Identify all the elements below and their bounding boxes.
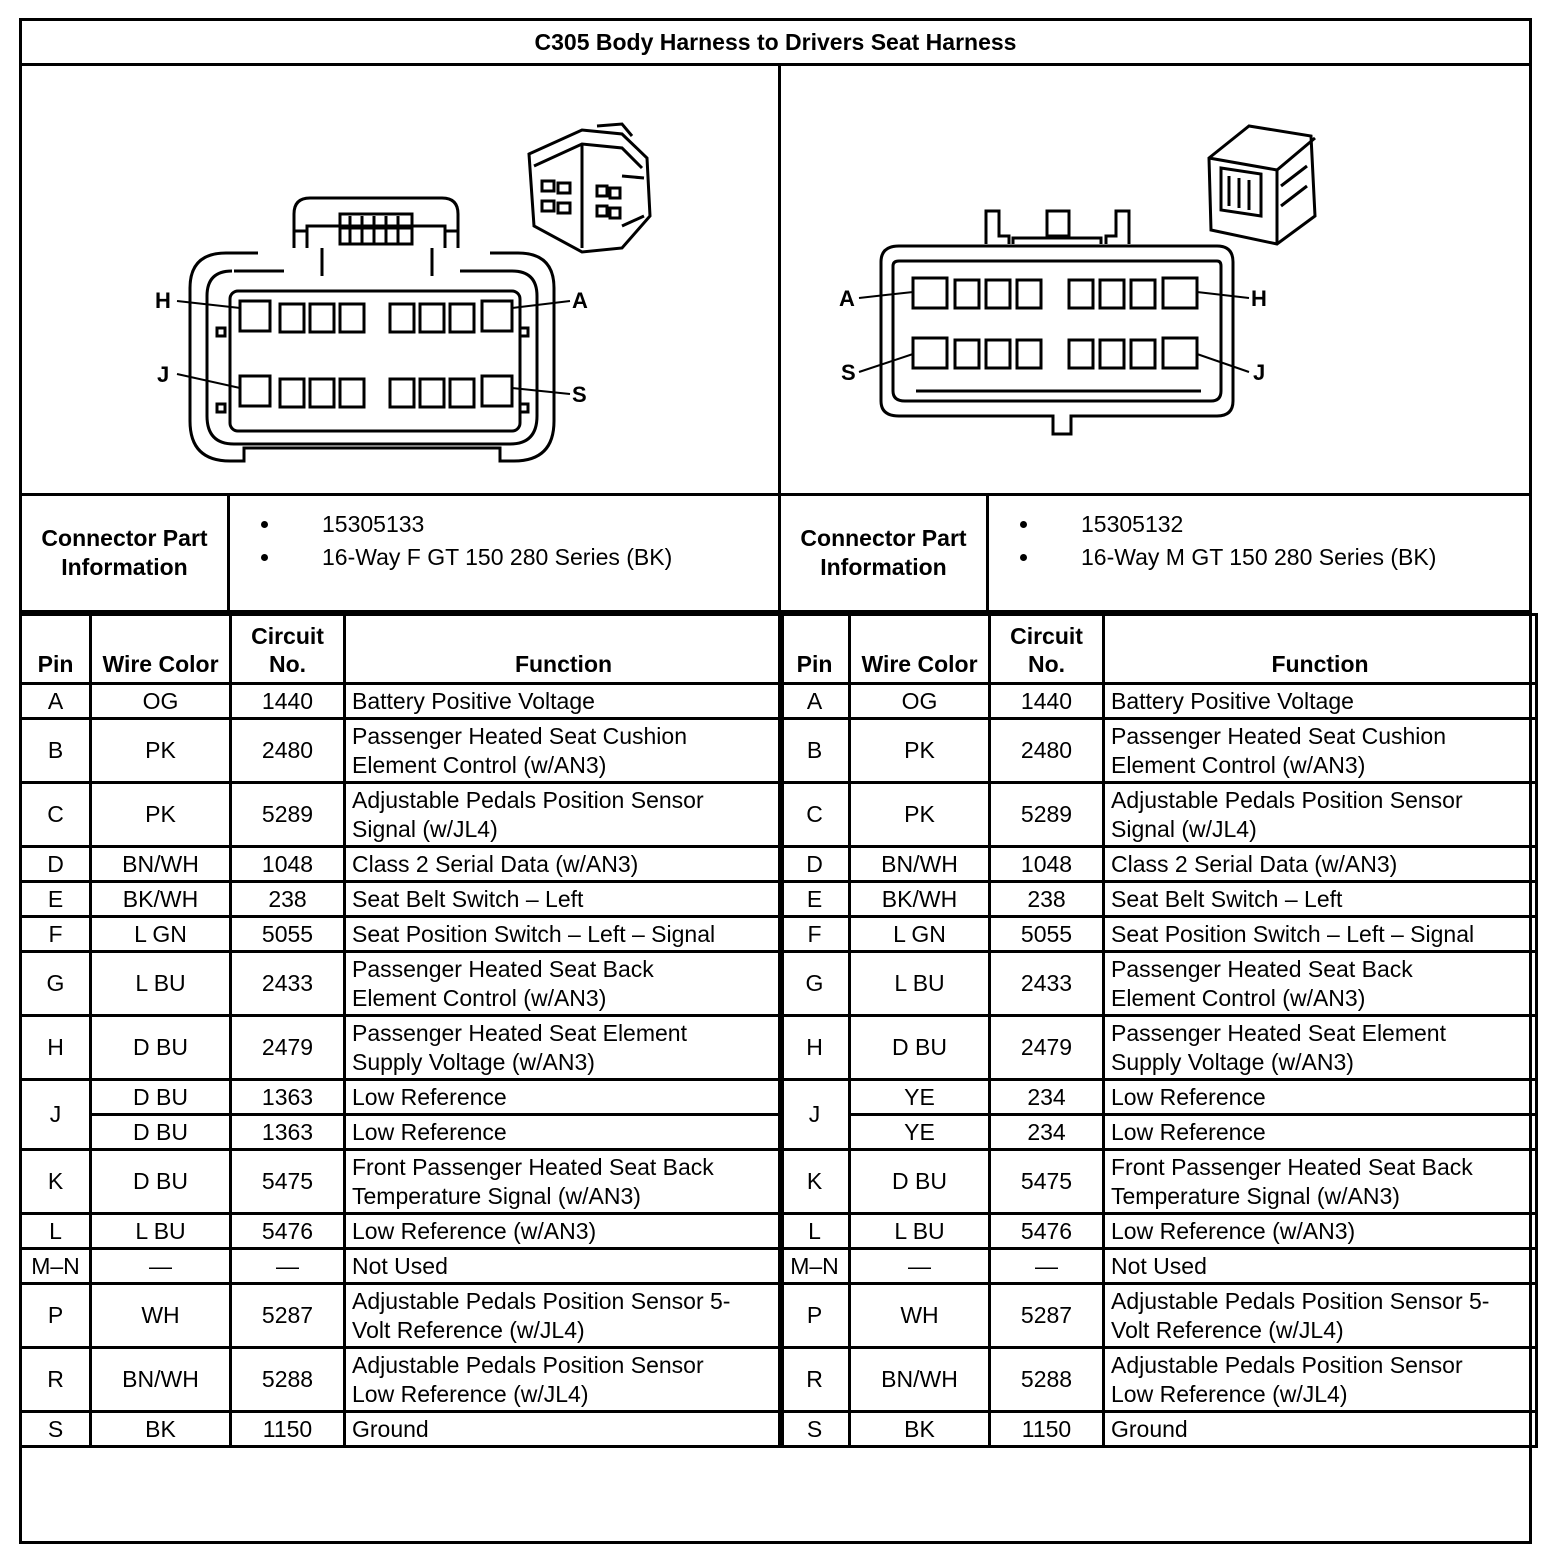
pin-cell: B: [780, 719, 850, 783]
table-row: [780, 684, 1537, 719]
male-label-top-right: H: [1251, 286, 1267, 311]
header-wire-color: Wire Color: [850, 615, 990, 684]
header-function: Function: [345, 615, 783, 684]
wire-color-cell: YE: [850, 1080, 990, 1115]
wire-color-cell: —: [91, 1249, 231, 1284]
wire-color-cell: BN/WH: [91, 1348, 231, 1412]
wire-color-cell: D BU: [850, 1016, 990, 1080]
pin-cell: J: [780, 1080, 850, 1150]
function-cell: Passenger Heated Seat Back Element Control (w/AN3): [345, 952, 783, 1016]
pin-cell: E: [780, 882, 850, 917]
part-info-list: [1009, 508, 1436, 574]
circuit-cell: 238: [231, 882, 345, 917]
pin-cell: F: [780, 917, 850, 952]
pin-cell: M–N: [780, 1249, 850, 1284]
circuit-cell: 1440: [231, 684, 345, 719]
circuit-cell: 238: [990, 882, 1104, 917]
part-number: • 15305132: [1041, 508, 1436, 541]
wire-color-cell: PK: [91, 719, 231, 783]
pin-table-female: [19, 613, 784, 1448]
table-row: [780, 882, 1537, 917]
wire-color-cell: BN/WH: [850, 1348, 990, 1412]
page-title: C305 Body Harness to Drivers Seat Harness: [22, 21, 1529, 66]
wire-color-cell: D BU: [91, 1080, 231, 1115]
wire-color-cell: L GN: [850, 917, 990, 952]
pin-cell: S: [780, 1412, 850, 1447]
table-row: [21, 1284, 783, 1348]
table-row: [780, 1249, 1537, 1284]
wire-color-cell: L GN: [91, 917, 231, 952]
circuit-cell: 2479: [990, 1016, 1104, 1080]
wire-color-cell: PK: [850, 783, 990, 847]
wire-color-cell: BK/WH: [850, 882, 990, 917]
function-cell: Seat Position Switch – Left – Signal: [1104, 917, 1537, 952]
connector-info-label: Connector Part Information: [22, 496, 230, 610]
circuit-cell: 5287: [990, 1284, 1104, 1348]
wire-color-cell: L BU: [850, 952, 990, 1016]
function-cell: Passenger Heated Seat Cushion Element Control (w/AN3): [345, 719, 783, 783]
function-cell: Low Reference (w/AN3): [1104, 1214, 1537, 1249]
function-cell: Passenger Heated Seat Cushion Element Control (w/AN3): [1104, 719, 1537, 783]
pin-cell: S: [21, 1412, 91, 1447]
circuit-cell: —: [231, 1249, 345, 1284]
function-cell: Low Reference: [345, 1115, 783, 1150]
wire-color-cell: D BU: [850, 1150, 990, 1214]
table-row: [780, 1016, 1537, 1080]
pin-cell: B: [21, 719, 91, 783]
circuit-cell: 5289: [231, 783, 345, 847]
header-circuit: Circuit No.: [231, 615, 345, 684]
wire-color-cell: —: [850, 1249, 990, 1284]
table-row: [780, 1412, 1537, 1447]
pin-cell: D: [21, 847, 91, 882]
pin-cell: J: [21, 1080, 91, 1150]
wire-color-cell: BK/WH: [91, 882, 231, 917]
function-cell: Not Used: [1104, 1249, 1537, 1284]
circuit-cell: 1048: [231, 847, 345, 882]
function-cell: Front Passenger Heated Seat Back Temperature Signal (w/AN3): [1104, 1150, 1537, 1214]
pin-cell: H: [780, 1016, 850, 1080]
function-cell: Adjustable Pedals Position Sensor 5- Volt Reference (w/JL4): [345, 1284, 783, 1348]
female-label-top-right: A: [572, 288, 588, 313]
function-cell: Low Reference: [1104, 1115, 1537, 1150]
function-cell: Seat Belt Switch – Left: [1104, 882, 1537, 917]
function-cell: Passenger Heated Seat Back Element Control (w/AN3): [1104, 952, 1537, 1016]
table-row: [21, 1115, 783, 1150]
male-connector-illustration: [781, 66, 1532, 494]
circuit-cell: 5288: [990, 1348, 1104, 1412]
wire-color-cell: BK: [850, 1412, 990, 1447]
circuit-cell: 1150: [990, 1412, 1104, 1447]
wire-color-cell: OG: [850, 684, 990, 719]
circuit-cell: 5475: [990, 1150, 1104, 1214]
wire-color-cell: D BU: [91, 1016, 231, 1080]
circuit-cell: 1048: [990, 847, 1104, 882]
table-row: [21, 1348, 783, 1412]
pin-cell: D: [780, 847, 850, 882]
table-row: [21, 783, 783, 847]
table-row: [21, 1214, 783, 1249]
circuit-cell: 5287: [231, 1284, 345, 1348]
wire-color-cell: L BU: [91, 1214, 231, 1249]
part-info-list: [250, 508, 672, 574]
circuit-cell: 5476: [231, 1214, 345, 1249]
part-number: • 15305133: [282, 508, 672, 541]
part-description: • 16-Way F GT 150 280 Series (BK): [282, 541, 672, 574]
wire-color-cell: L BU: [850, 1214, 990, 1249]
table-row: [780, 1115, 1537, 1150]
wire-color-cell: YE: [850, 1115, 990, 1150]
header-pin: Pin: [21, 615, 91, 684]
function-cell: Adjustable Pedals Position Sensor 5- Volt Reference (w/JL4): [1104, 1284, 1537, 1348]
connector-info-female: [22, 496, 778, 613]
circuit-cell: 2480: [990, 719, 1104, 783]
function-cell: Low Reference: [345, 1080, 783, 1115]
wire-color-cell: WH: [91, 1284, 231, 1348]
circuit-cell: 2433: [231, 952, 345, 1016]
male-connector-thumbnail: [1209, 126, 1315, 244]
table-row: [780, 1080, 1537, 1115]
female-connector-thumbnail: [529, 124, 650, 252]
function-cell: Battery Positive Voltage: [1104, 684, 1537, 719]
connector-info-male: [778, 496, 1529, 613]
pin-cell: M–N: [21, 1249, 91, 1284]
pin-cell: A: [780, 684, 850, 719]
function-cell: Adjustable Pedals Position Sensor Low Reference (w/JL4): [345, 1348, 783, 1412]
pin-cell: G: [21, 952, 91, 1016]
male-label-bottom-right: J: [1253, 360, 1266, 385]
circuit-cell: 234: [990, 1080, 1104, 1115]
table-row: [21, 1249, 783, 1284]
function-cell: Battery Positive Voltage: [345, 684, 783, 719]
connector-sheet: [19, 18, 1532, 1544]
table-row: [780, 1284, 1537, 1348]
table-row: [21, 847, 783, 882]
header-function: Function: [1104, 615, 1537, 684]
female-label-bottom-right: S: [572, 382, 587, 407]
function-cell: Passenger Heated Seat Element Supply Voltage (w/AN3): [1104, 1016, 1537, 1080]
wire-color-cell: D BU: [91, 1115, 231, 1150]
wire-color-cell: L BU: [91, 952, 231, 1016]
circuit-cell: 5288: [231, 1348, 345, 1412]
pin-cell: K: [21, 1150, 91, 1214]
function-cell: Seat Belt Switch – Left: [345, 882, 783, 917]
function-cell: Adjustable Pedals Position Sensor Signal (w/JL4): [1104, 783, 1537, 847]
function-cell: Seat Position Switch – Left – Signal: [345, 917, 783, 952]
table-row: [780, 952, 1537, 1016]
circuit-cell: 5476: [990, 1214, 1104, 1249]
wire-color-cell: BK: [91, 1412, 231, 1447]
male-label-top-left: A: [839, 286, 855, 311]
function-cell: Class 2 Serial Data (w/AN3): [345, 847, 783, 882]
pin-cell: A: [21, 684, 91, 719]
wire-color-cell: D BU: [91, 1150, 231, 1214]
circuit-cell: 2433: [990, 952, 1104, 1016]
pin-cell: F: [21, 917, 91, 952]
pin-cell: L: [780, 1214, 850, 1249]
table-row: [21, 882, 783, 917]
pin-cell: C: [21, 783, 91, 847]
function-cell: Adjustable Pedals Position Sensor Signal (w/JL4): [345, 783, 783, 847]
circuit-cell: 234: [990, 1115, 1104, 1150]
pin-cell: L: [21, 1214, 91, 1249]
table-row: [780, 1348, 1537, 1412]
pin-table-male: [778, 613, 1538, 1448]
pin-cell: K: [780, 1150, 850, 1214]
function-cell: Ground: [1104, 1412, 1537, 1447]
part-description: • 16-Way M GT 150 280 Series (BK): [1041, 541, 1436, 574]
wire-color-cell: BN/WH: [91, 847, 231, 882]
table-row: [780, 847, 1537, 882]
pin-cell: G: [780, 952, 850, 1016]
pin-cell: E: [21, 882, 91, 917]
wire-color-cell: PK: [850, 719, 990, 783]
pin-cell: R: [21, 1348, 91, 1412]
table-row: [780, 1214, 1537, 1249]
header-pin: Pin: [780, 615, 850, 684]
function-cell: Ground: [345, 1412, 783, 1447]
table-row: [21, 952, 783, 1016]
connector-diagram-male: [778, 66, 1529, 496]
female-label-bottom-left: J: [157, 362, 170, 387]
wire-color-cell: WH: [850, 1284, 990, 1348]
pin-cell: P: [21, 1284, 91, 1348]
wire-color-cell: OG: [91, 684, 231, 719]
female-connector-illustration: [22, 66, 778, 494]
circuit-cell: 1363: [231, 1115, 345, 1150]
table-row: [780, 1150, 1537, 1214]
table-row: [780, 783, 1537, 847]
circuit-cell: 1150: [231, 1412, 345, 1447]
pin-cell: C: [780, 783, 850, 847]
connector-info-label: Connector Part Information: [781, 496, 989, 610]
function-cell: Low Reference (w/AN3): [345, 1214, 783, 1249]
pin-cell: R: [780, 1348, 850, 1412]
circuit-cell: 2480: [231, 719, 345, 783]
header-circuit: Circuit No.: [990, 615, 1104, 684]
function-cell: Not Used: [345, 1249, 783, 1284]
circuit-cell: 1363: [231, 1080, 345, 1115]
table-row: [21, 1080, 783, 1115]
table-row: [780, 719, 1537, 783]
table-row: [21, 917, 783, 952]
table-row: [21, 1016, 783, 1080]
table-row: [21, 1412, 783, 1447]
circuit-cell: 1440: [990, 684, 1104, 719]
function-cell: Low Reference: [1104, 1080, 1537, 1115]
circuit-cell: 5289: [990, 783, 1104, 847]
pin-cell: H: [21, 1016, 91, 1080]
circuit-cell: 5055: [231, 917, 345, 952]
header-wire-color: Wire Color: [91, 615, 231, 684]
table-row: [780, 917, 1537, 952]
connector-diagram-female: [22, 66, 778, 496]
function-cell: Class 2 Serial Data (w/AN3): [1104, 847, 1537, 882]
function-cell: Adjustable Pedals Position Sensor Low Reference (w/JL4): [1104, 1348, 1537, 1412]
circuit-cell: 2479: [231, 1016, 345, 1080]
table-row: [21, 684, 783, 719]
wire-color-cell: PK: [91, 783, 231, 847]
table-row: [21, 719, 783, 783]
male-label-bottom-left: S: [841, 360, 856, 385]
table-row: [21, 1150, 783, 1214]
wire-color-cell: BN/WH: [850, 847, 990, 882]
circuit-cell: 5475: [231, 1150, 345, 1214]
circuit-cell: —: [990, 1249, 1104, 1284]
function-cell: Front Passenger Heated Seat Back Temperature Signal (w/AN3): [345, 1150, 783, 1214]
female-label-top-left: H: [155, 288, 171, 313]
circuit-cell: 5055: [990, 917, 1104, 952]
function-cell: Passenger Heated Seat Element Supply Voltage (w/AN3): [345, 1016, 783, 1080]
pin-cell: P: [780, 1284, 850, 1348]
